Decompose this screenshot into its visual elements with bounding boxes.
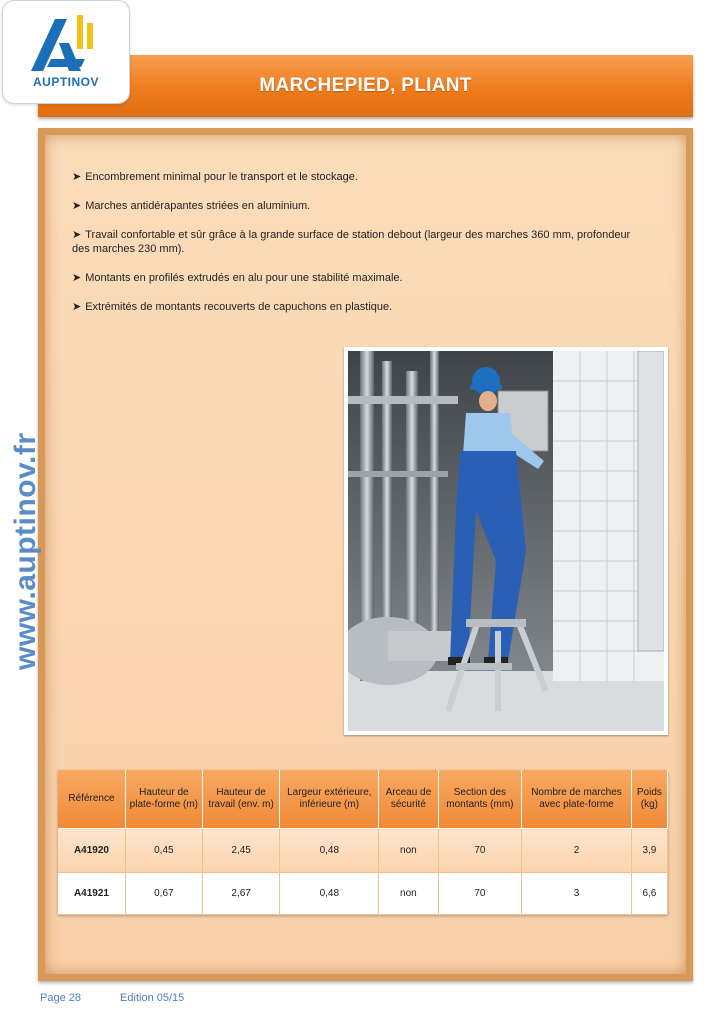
column-header: Nombre de marches avec plate-forme (522, 770, 632, 829)
table-cell: non (379, 873, 438, 915)
table-cell: 6,6 (631, 873, 667, 915)
column-header: Section des montants (mm) (438, 770, 522, 829)
table-cell: 3 (522, 873, 632, 915)
feature-text: Montants en profilés extrudés en alu pour une stabilité maximale. (85, 272, 403, 284)
table-cell: 2,45 (202, 829, 280, 873)
arrow-bullet-icon: ➤ (72, 200, 82, 212)
page-title: MARCHEPIED, PLIANT (259, 75, 472, 96)
table-cell: 0,48 (280, 829, 379, 873)
page-footer (40, 992, 220, 1004)
feature-text: Marches antidérapantes striées en aluminium. (85, 200, 311, 212)
arrow-bullet-icon: ➤ (72, 229, 82, 241)
table-row (58, 873, 668, 915)
auptinov-logo-icon (21, 13, 111, 73)
arrow-bullet-icon: ➤ (72, 272, 82, 284)
column-header: Largeur extérieure, inférieure (m) (280, 770, 379, 829)
list-item (72, 170, 647, 184)
column-header: Poids (kg) (631, 770, 667, 829)
product-photo (344, 347, 668, 735)
auptinov-logo (2, 0, 130, 104)
table-cell: 0,48 (280, 873, 379, 915)
page-number: Page 28 (40, 992, 81, 1004)
table-cell: 2,67 (202, 873, 280, 915)
website-watermark: www.auptinov.fr (9, 432, 42, 670)
feature-text: Travail confortable et sûr grâce à la grande surface de station debout (largeur des marches 360 mm, profondeur des marches 230 mm). (72, 229, 631, 255)
feature-text: Encombrement minimal pour le transport et le stockage. (85, 171, 358, 183)
arrow-bullet-icon: ➤ (72, 301, 82, 313)
spec-table (58, 770, 668, 915)
table-cell: 2 (522, 829, 632, 873)
column-header: Hauteur de plate-forme (m) (125, 770, 202, 829)
table-cell: non (379, 829, 438, 873)
logo-text: AUPTINOV (32, 75, 99, 89)
title-banner (38, 55, 693, 117)
column-header: Arceau de sécurité (379, 770, 438, 829)
feature-text: Extrémités de montants recouverts de capuchons en plastique. (85, 301, 393, 313)
worker-on-step-ladder-image (348, 351, 664, 731)
table-cell: 0,45 (125, 829, 202, 873)
table-header-row (58, 770, 668, 829)
table-cell-reference: A41921 (58, 873, 125, 915)
table-row (58, 829, 668, 873)
list-item (72, 271, 647, 285)
table-cell: 70 (438, 873, 522, 915)
table-cell: 3,9 (631, 829, 667, 873)
list-item (72, 199, 647, 213)
table-cell: 0,67 (125, 873, 202, 915)
list-item (72, 228, 647, 256)
arrow-bullet-icon: ➤ (72, 171, 82, 183)
table-cell: 70 (438, 829, 522, 873)
column-header: Hauteur de travail (env. m) (202, 770, 280, 829)
column-header: Référence (58, 770, 125, 829)
list-item (72, 300, 647, 314)
feature-list (72, 170, 647, 329)
table-cell-reference: A41920 (58, 829, 125, 873)
edition-label: Edition 05/15 (120, 992, 185, 1004)
